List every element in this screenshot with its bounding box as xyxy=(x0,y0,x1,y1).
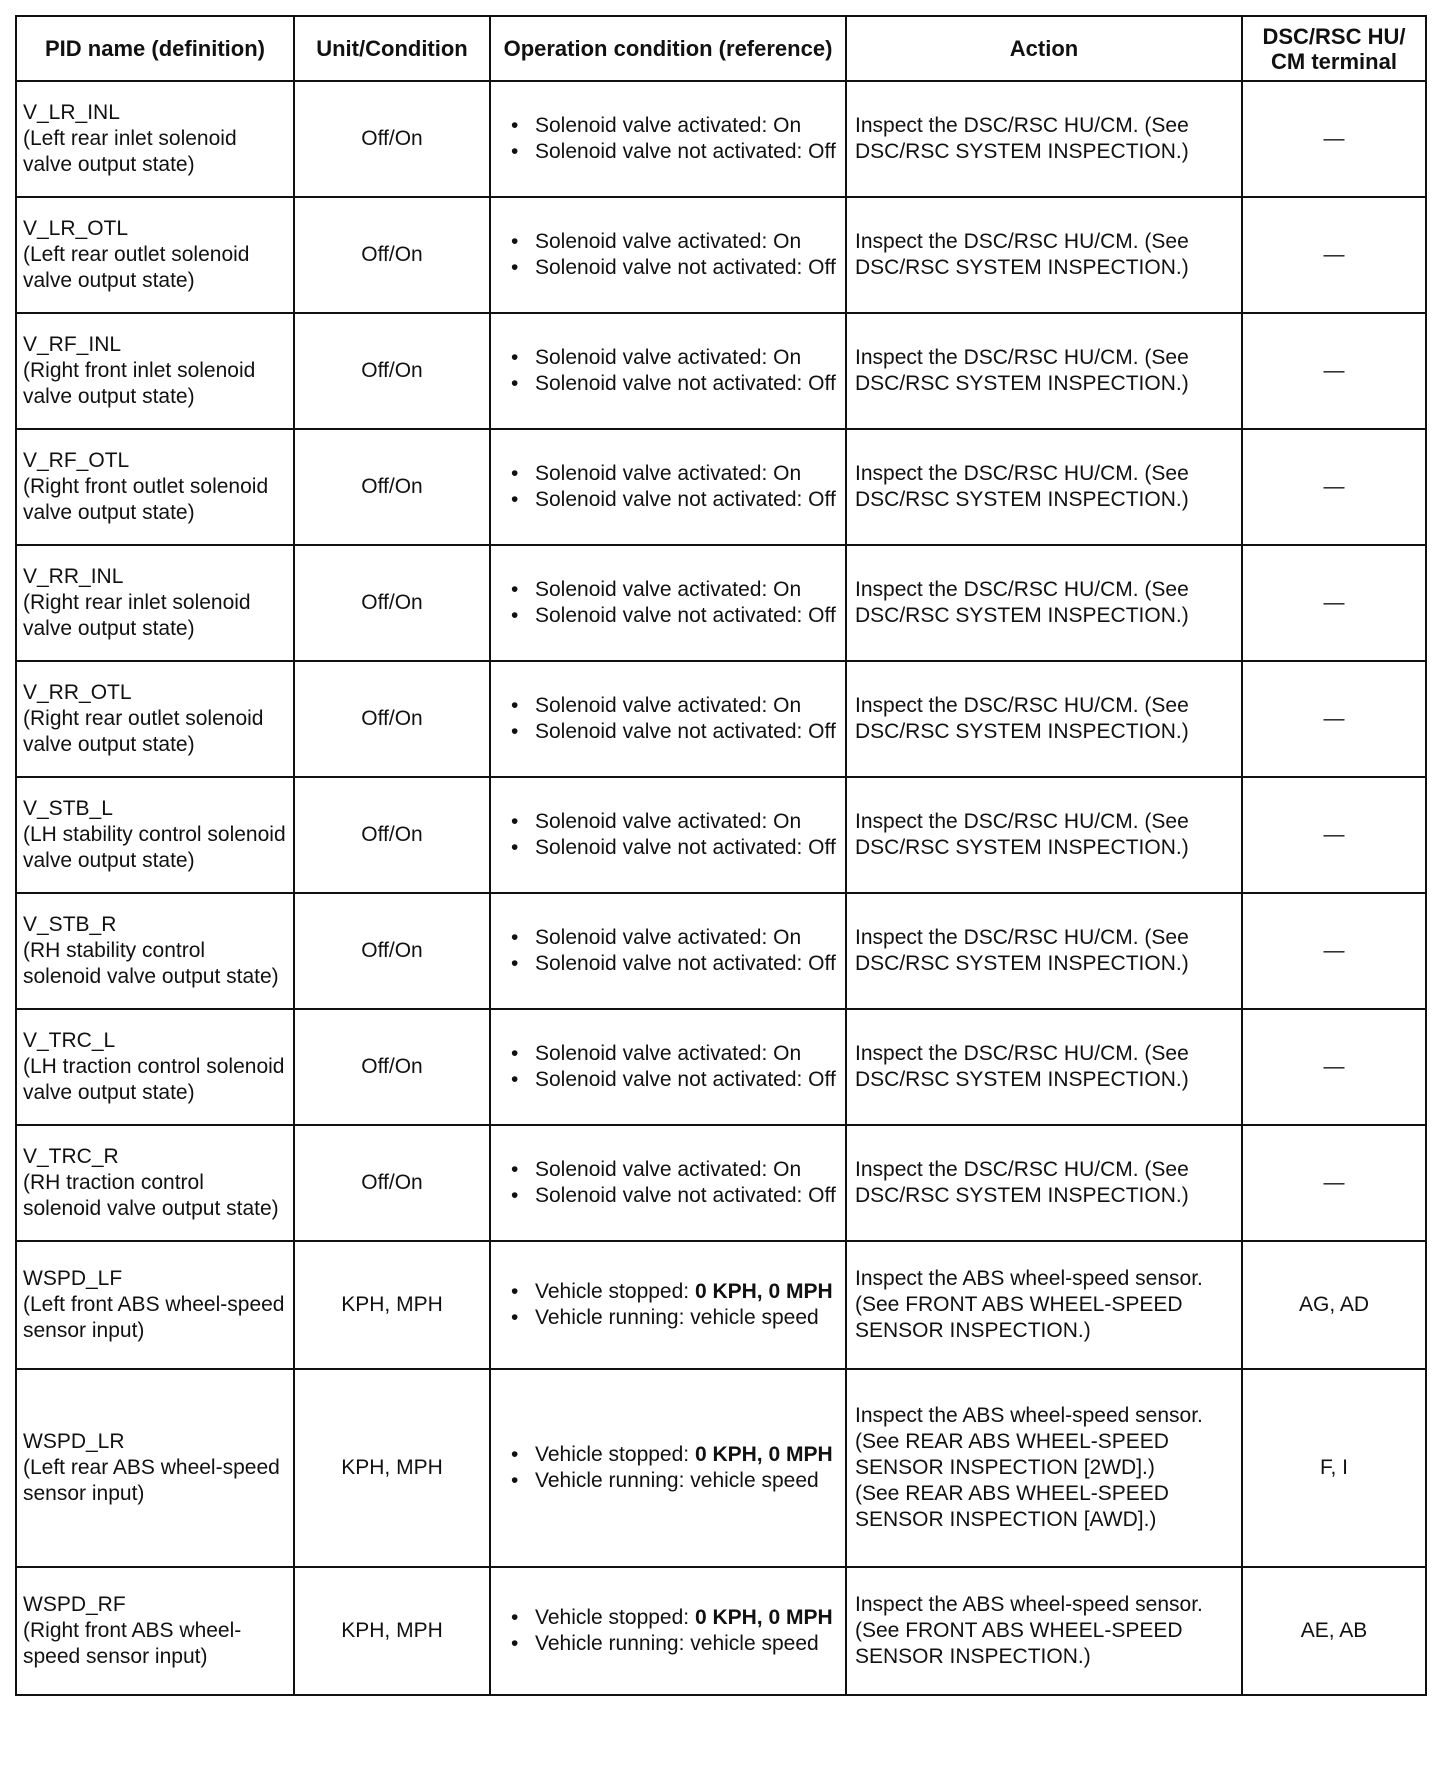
terminal-cell: — xyxy=(1242,777,1426,893)
pid-name: V_STB_L xyxy=(23,797,113,820)
table-row xyxy=(16,661,1426,777)
condition-item: • Solenoid valve activated: On xyxy=(503,925,841,951)
action-cell: Inspect the DSC/RSC HU/CM. (See DSC/RSC SYSTEM INSPECTION.) xyxy=(846,81,1242,197)
condition-item: • Solenoid valve not activated: Off xyxy=(503,835,841,861)
condition-cell xyxy=(490,777,846,893)
action-cell: Inspect the DSC/RSC HU/CM. (See DSC/RSC SYSTEM INSPECTION.) xyxy=(846,1009,1242,1125)
unit-cell: KPH, MPH xyxy=(294,1369,490,1567)
action-cell: Inspect the DSC/RSC HU/CM. (See DSC/RSC SYSTEM INSPECTION.) xyxy=(846,661,1242,777)
pid-cell xyxy=(16,1241,294,1369)
condition-list xyxy=(503,577,841,629)
action-line: (See FRONT ABS WHEEL-SPEED SENSOR INSPECTION.) xyxy=(855,1293,1183,1342)
condition-cell xyxy=(490,1567,846,1695)
terminal-cell: — xyxy=(1242,661,1426,777)
condition-list xyxy=(503,1442,841,1494)
action-line: Inspect the ABS wheel-speed sensor. xyxy=(855,1593,1203,1616)
pid-name: V_TRC_L xyxy=(23,1029,116,1052)
table-row xyxy=(16,545,1426,661)
header-unit: Unit/Condition xyxy=(294,16,490,81)
condition-item: • Solenoid valve activated: On xyxy=(503,461,841,487)
header-condition: Operation condition (reference) xyxy=(490,16,846,81)
action-line: (See FRONT ABS WHEEL-SPEED SENSOR INSPECTION.) xyxy=(855,1619,1183,1668)
condition-cell xyxy=(490,1125,846,1241)
pid-cell xyxy=(16,197,294,313)
pid-name: V_RF_OTL xyxy=(23,449,130,472)
action-line: Inspect the ABS wheel-speed sensor. xyxy=(855,1267,1203,1290)
condition-item: • Solenoid valve not activated: Off xyxy=(503,603,841,629)
terminal-cell: AE, AB xyxy=(1242,1567,1426,1695)
table-body xyxy=(16,81,1426,1695)
condition-item: • Solenoid valve not activated: Off xyxy=(503,951,841,977)
action-line: (See REAR ABS WHEEL-SPEED SENSOR INSPECTION [2WD].) xyxy=(855,1430,1169,1479)
unit-cell: Off/On xyxy=(294,1125,490,1241)
action-line: Inspect the ABS wheel-speed sensor. xyxy=(855,1404,1203,1427)
condition-value: 0 KPH, 0 MPH xyxy=(694,1443,833,1466)
pid-definition: (Left rear ABS wheel-speed sensor input) xyxy=(23,1456,280,1505)
pid-name: WSPD_LR xyxy=(23,1430,125,1453)
condition-item: • Solenoid valve activated: On xyxy=(503,693,841,719)
condition-list xyxy=(503,345,841,397)
condition-item: • Solenoid valve not activated: Off xyxy=(503,1183,841,1209)
table-row xyxy=(16,1241,1426,1369)
pid-definition: (Right front ABS wheel-speed sensor input) xyxy=(23,1619,242,1668)
condition-value: 0 KPH, 0 MPH xyxy=(694,1606,833,1629)
condition-item xyxy=(503,1442,841,1468)
unit-cell: Off/On xyxy=(294,893,490,1009)
pid-definition: (Left front ABS wheel-speed sensor input) xyxy=(23,1293,285,1342)
condition-list xyxy=(503,1605,841,1657)
pid-definition: (Left rear outlet solenoid valve output state) xyxy=(23,243,250,292)
action-cell: Inspect the DSC/RSC HU/CM. (See DSC/RSC SYSTEM INSPECTION.) xyxy=(846,893,1242,1009)
action-cell: Inspect the DSC/RSC HU/CM. (See DSC/RSC SYSTEM INSPECTION.) xyxy=(846,1125,1242,1241)
pid-name: V_LR_INL xyxy=(23,101,120,124)
condition-label: Vehicle stopped: xyxy=(535,1606,695,1629)
unit-cell: Off/On xyxy=(294,777,490,893)
condition-item: • Solenoid valve not activated: Off xyxy=(503,255,841,281)
condition-item: • Solenoid valve activated: On xyxy=(503,229,841,255)
action-cell: Inspect the DSC/RSC HU/CM. (See DSC/RSC SYSTEM INSPECTION.) xyxy=(846,313,1242,429)
pid-definition: (Right front outlet solenoid valve output state) xyxy=(23,475,269,524)
condition-item: • Solenoid valve not activated: Off xyxy=(503,139,841,165)
pid-definition: (Right front inlet solenoid valve output state) xyxy=(23,359,256,408)
terminal-cell: — xyxy=(1242,429,1426,545)
condition-item: • Solenoid valve activated: On xyxy=(503,577,841,603)
pid-cell xyxy=(16,777,294,893)
pid-cell xyxy=(16,661,294,777)
action-cell: Inspect the DSC/RSC HU/CM. (See DSC/RSC SYSTEM INSPECTION.) xyxy=(846,545,1242,661)
condition-cell xyxy=(490,1369,846,1567)
condition-item: • Solenoid valve activated: On xyxy=(503,1041,841,1067)
table-row xyxy=(16,197,1426,313)
unit-cell: Off/On xyxy=(294,429,490,545)
condition-item xyxy=(503,1279,841,1305)
condition-list xyxy=(503,1041,841,1093)
pid-cell xyxy=(16,1125,294,1241)
condition-item: • Solenoid valve not activated: Off xyxy=(503,719,841,745)
pid-table xyxy=(15,15,1427,1696)
header-pid: PID name (definition) xyxy=(16,16,294,81)
pid-cell xyxy=(16,429,294,545)
unit-cell: KPH, MPH xyxy=(294,1567,490,1695)
terminal-cell: — xyxy=(1242,1009,1426,1125)
pid-name: V_RR_OTL xyxy=(23,681,132,704)
unit-cell: Off/On xyxy=(294,545,490,661)
condition-item xyxy=(503,1605,841,1631)
pid-cell xyxy=(16,1009,294,1125)
table-row xyxy=(16,313,1426,429)
table-row xyxy=(16,429,1426,545)
pid-name: V_LR_OTL xyxy=(23,217,129,240)
condition-cell xyxy=(490,1009,846,1125)
condition-item: • Solenoid valve activated: On xyxy=(503,113,841,139)
terminal-cell: F, I xyxy=(1242,1369,1426,1567)
condition-cell xyxy=(490,313,846,429)
condition-item: • Vehicle running: vehicle speed xyxy=(503,1468,841,1494)
pid-definition: (RH stability control solenoid valve output state) xyxy=(23,939,279,988)
pid-cell xyxy=(16,1567,294,1695)
condition-label: Vehicle stopped: xyxy=(535,1280,695,1303)
action-cell: Inspect the DSC/RSC HU/CM. (See DSC/RSC SYSTEM INSPECTION.) xyxy=(846,777,1242,893)
condition-list xyxy=(503,925,841,977)
action-line: (See REAR ABS WHEEL-SPEED SENSOR INSPECTION [AWD].) xyxy=(855,1482,1169,1531)
condition-list xyxy=(503,693,841,745)
condition-list xyxy=(503,461,841,513)
header-terminal: DSC/RSC HU/ CM terminal xyxy=(1242,16,1426,81)
table-row xyxy=(16,1567,1426,1695)
pid-cell xyxy=(16,893,294,1009)
pid-name: V_STB_R xyxy=(23,913,117,936)
condition-list xyxy=(503,1279,841,1331)
header-action: Action xyxy=(846,16,1242,81)
terminal-cell: — xyxy=(1242,313,1426,429)
action-cell xyxy=(846,1567,1242,1695)
condition-list xyxy=(503,1157,841,1209)
pid-definition: (LH traction control solenoid valve output state) xyxy=(23,1055,285,1104)
condition-item: • Solenoid valve not activated: Off xyxy=(503,487,841,513)
pid-definition: (LH stability control solenoid valve output state) xyxy=(23,823,286,872)
pid-definition: (Left rear inlet solenoid valve output state) xyxy=(23,127,237,176)
table-row xyxy=(16,893,1426,1009)
action-cell: Inspect the DSC/RSC HU/CM. (See DSC/RSC SYSTEM INSPECTION.) xyxy=(846,429,1242,545)
unit-cell: Off/On xyxy=(294,313,490,429)
condition-list xyxy=(503,229,841,281)
condition-cell xyxy=(490,545,846,661)
condition-cell xyxy=(490,429,846,545)
pid-definition: (RH traction control solenoid valve output state) xyxy=(23,1171,279,1220)
action-cell xyxy=(846,1241,1242,1369)
condition-item: • Solenoid valve activated: On xyxy=(503,345,841,371)
unit-cell: KPH, MPH xyxy=(294,1241,490,1369)
condition-cell xyxy=(490,893,846,1009)
condition-item: • Solenoid valve activated: On xyxy=(503,809,841,835)
terminal-cell: — xyxy=(1242,545,1426,661)
condition-cell xyxy=(490,197,846,313)
condition-cell xyxy=(490,1241,846,1369)
table-row xyxy=(16,81,1426,197)
terminal-cell: AG, AD xyxy=(1242,1241,1426,1369)
terminal-cell: — xyxy=(1242,81,1426,197)
unit-cell: Off/On xyxy=(294,197,490,313)
condition-value: 0 KPH, 0 MPH xyxy=(694,1280,833,1303)
pid-name: V_TRC_R xyxy=(23,1145,119,1168)
header-row xyxy=(16,16,1426,81)
pid-name: WSPD_RF xyxy=(23,1593,126,1616)
unit-cell: Off/On xyxy=(294,81,490,197)
unit-cell: Off/On xyxy=(294,1009,490,1125)
table-row xyxy=(16,1369,1426,1567)
pid-cell xyxy=(16,313,294,429)
pid-name: WSPD_LF xyxy=(23,1267,123,1290)
terminal-cell: — xyxy=(1242,893,1426,1009)
document-page xyxy=(15,15,1425,1696)
terminal-cell: — xyxy=(1242,197,1426,313)
unit-cell: Off/On xyxy=(294,661,490,777)
pid-cell xyxy=(16,545,294,661)
pid-cell xyxy=(16,1369,294,1567)
pid-cell xyxy=(16,81,294,197)
condition-item: • Vehicle running: vehicle speed xyxy=(503,1305,841,1331)
condition-list xyxy=(503,113,841,165)
pid-definition: (Right rear outlet solenoid valve output state) xyxy=(23,707,264,756)
condition-item: • Solenoid valve activated: On xyxy=(503,1157,841,1183)
condition-label: Vehicle stopped: xyxy=(535,1443,695,1466)
terminal-cell: — xyxy=(1242,1125,1426,1241)
condition-cell xyxy=(490,661,846,777)
table-row xyxy=(16,777,1426,893)
action-cell: Inspect the DSC/RSC HU/CM. (See DSC/RSC SYSTEM INSPECTION.) xyxy=(846,197,1242,313)
table-row xyxy=(16,1125,1426,1241)
condition-list xyxy=(503,809,841,861)
action-cell xyxy=(846,1369,1242,1567)
condition-item: • Solenoid valve not activated: Off xyxy=(503,371,841,397)
pid-name: V_RF_INL xyxy=(23,333,122,356)
table-row xyxy=(16,1009,1426,1125)
pid-name: V_RR_INL xyxy=(23,565,124,588)
condition-item: • Solenoid valve not activated: Off xyxy=(503,1067,841,1093)
condition-cell xyxy=(490,81,846,197)
pid-definition: (Right rear inlet solenoid valve output state) xyxy=(23,591,251,640)
condition-item: • Vehicle running: vehicle speed xyxy=(503,1631,841,1657)
